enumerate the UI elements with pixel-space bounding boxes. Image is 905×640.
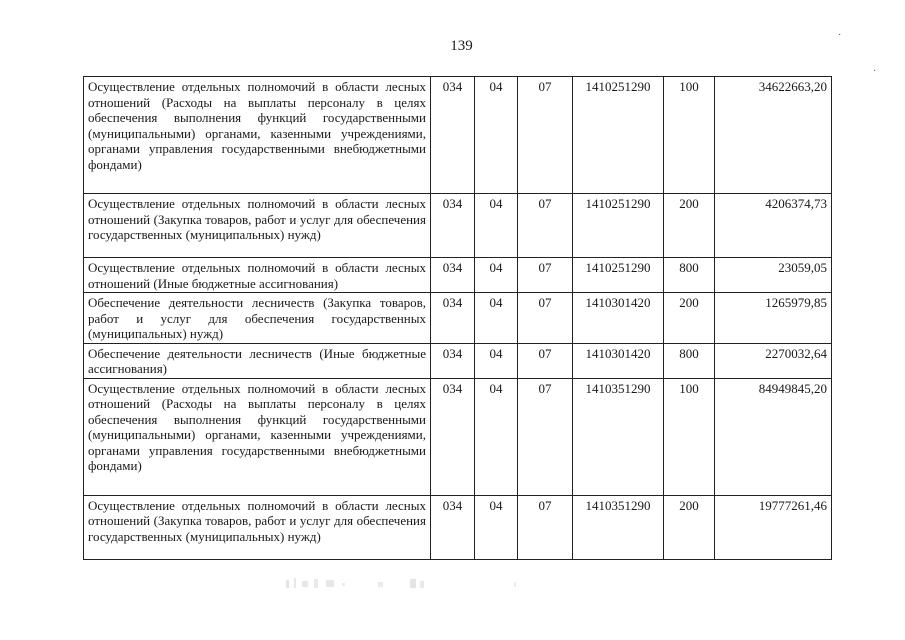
target-article-code: 1410301420 [573,293,664,344]
expense-type-code: 800 [664,343,715,378]
expense-type-code: 800 [664,258,715,293]
expense-type-code: 100 [664,77,715,194]
row-description: Обеспечение деятельности лесничеств (Иные бюджетные ассигнования) [84,343,431,378]
page-number: 139 [450,38,473,54]
section-code: 04 [475,343,518,378]
scan-speck: · [838,30,842,41]
scan-speck: · [873,66,877,77]
section-code: 04 [475,293,518,344]
ministry-code: 034 [431,77,475,194]
expense-type-code: 100 [664,378,715,495]
subsection-code: 07 [518,258,573,293]
expense-type-code: 200 [664,293,715,344]
target-article-code: 1410251290 [573,258,664,293]
amount: 2270032,64 [715,343,832,378]
amount: 84949845,20 [715,378,832,495]
amount: 19777261,46 [715,495,832,559]
table-row [84,77,832,194]
ministry-code: 034 [431,343,475,378]
amount: 23059,05 [715,258,832,293]
amount: 1265979,85 [715,293,832,344]
ministry-code: 034 [431,194,475,258]
subsection-code: 07 [518,77,573,194]
ministry-code: 034 [431,378,475,495]
target-article-code: 1410251290 [573,194,664,258]
target-article-code: 1410351290 [573,378,664,495]
ministry-code: 034 [431,293,475,344]
subsection-code: 07 [518,293,573,344]
row-description: Осуществление отдельных полномочий в области лесных отношений (Закупка товаров, работ и услуг для обеспечения государственных (муниципальных) нужд) [84,495,431,559]
section-code: 04 [475,194,518,258]
amount: 4206374,73 [715,194,832,258]
target-article-code: 1410251290 [573,77,664,194]
row-description: Обеспечение деятельности лесничеств (Закупка товаров, работ и услуг для обеспечения государственных (муниципальных) нужд) [84,293,431,344]
target-article-code: 1410301420 [573,343,664,378]
row-description: Осуществление отдельных полномочий в области лесных отношений (Иные бюджетные ассигнования) [84,258,431,293]
expense-type-code: 200 [664,495,715,559]
table-row [84,343,832,378]
section-code: 04 [475,495,518,559]
row-description: Осуществление отдельных полномочий в области лесных отношений (Расходы на выплаты персоналу в целях обеспечения выполнения функций государственными (муниципальными) органами, казенными учреждениями, органами управления государственными внебюджетными фондами) [84,378,431,495]
table-row [84,293,832,344]
expense-type-code: 200 [664,194,715,258]
ministry-code: 034 [431,258,475,293]
table-row [84,258,832,293]
section-code: 04 [475,378,518,495]
section-code: 04 [475,77,518,194]
row-description: Осуществление отдельных полномочий в области лесных отношений (Закупка товаров, работ и услуг для обеспечения государственных (муниципальных) нужд) [84,194,431,258]
subsection-code: 07 [518,378,573,495]
subsection-code: 07 [518,343,573,378]
faint-scan-noise [282,574,522,594]
amount: 34622663,20 [715,77,832,194]
subsection-code: 07 [518,194,573,258]
table-row [84,495,832,559]
table-row [84,378,832,495]
table-row [84,194,832,258]
ministry-code: 034 [431,495,475,559]
row-description: Осуществление отдельных полномочий в области лесных отношений (Расходы на выплаты персоналу в целях обеспечения выполнения функций государственными (муниципальными) органами, казенными учреждениями, органами управления государственными внебюджетными фондами) [84,77,431,194]
budget-table [83,76,832,560]
subsection-code: 07 [518,495,573,559]
section-code: 04 [475,258,518,293]
target-article-code: 1410351290 [573,495,664,559]
